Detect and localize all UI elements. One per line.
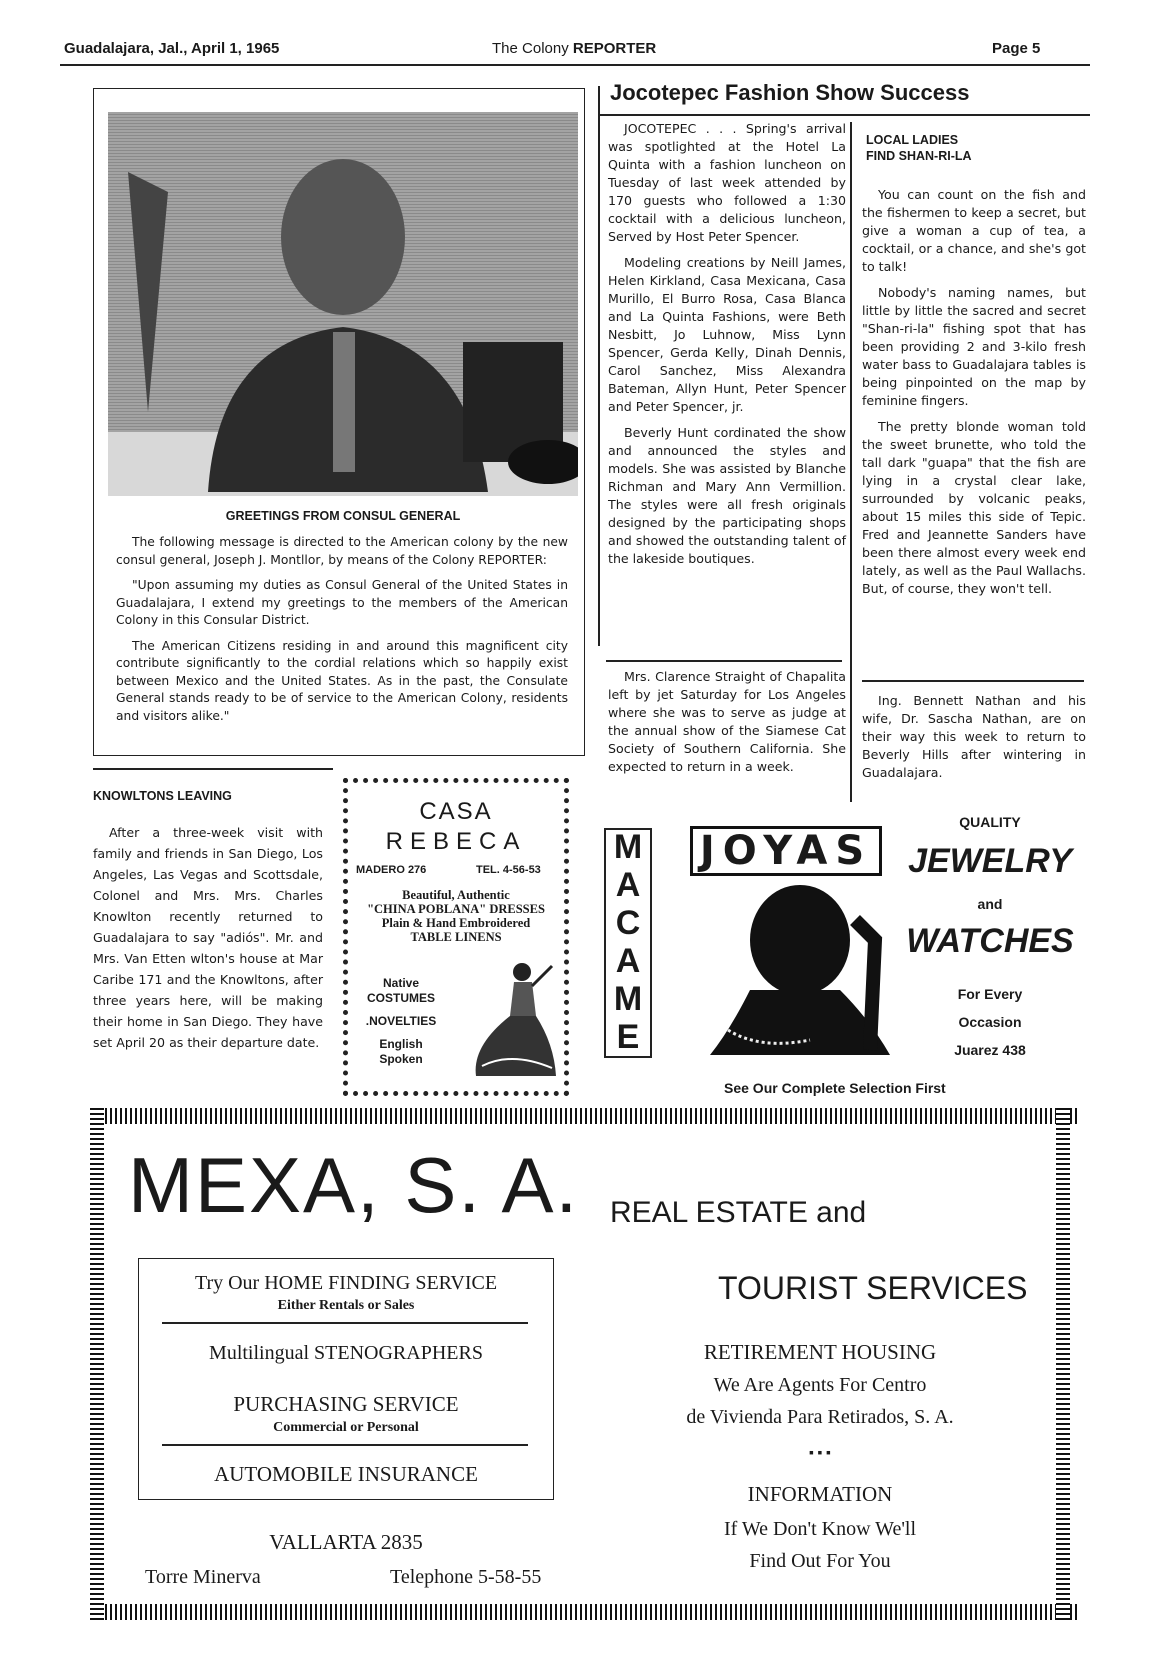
header-rule (60, 64, 1090, 66)
knowltons-title: KNOWLTONS LEAVING (93, 789, 232, 803)
mexa-vivienda: de Vivienda Para Retirados, S. A. (686, 1406, 954, 1428)
mexa-border-left (90, 1108, 104, 1620)
shanrila-title (866, 132, 1086, 164)
straight-item (608, 668, 846, 784)
mexa-home-finding: Try Our HOME FINDING SERVICE (194, 1272, 498, 1294)
mexa-information: INFORMATION (747, 1482, 893, 1506)
macame-letters (604, 828, 652, 1056)
mexa-tourist: TOURIST SERVICES (718, 1270, 1028, 1306)
joyas-for-every: For Every (957, 986, 1023, 1002)
mexa-telephone: Telephone 5-58-55 (390, 1566, 542, 1588)
joyas-occasion (930, 980, 1050, 1064)
knowltons-body (93, 822, 323, 1061)
rebeca-telephone: TEL. 4-56-53 (476, 864, 541, 876)
shanrila-title-line: LOCAL LADIES (866, 133, 959, 147)
rebeca-native: Native (382, 976, 420, 990)
shanrila-paragraph: You can count on the fish and the fishermen to keep a secret, but give a woman a cup of tea, a cocktail, or a chance, and she's got to talk! (862, 187, 1086, 274)
rebeca-tagline-line: TABLE LINENS (410, 930, 502, 944)
mexa-insurance: AUTOMOBILE INSURANCE (214, 1462, 478, 1486)
woman-silhouette-illustration (690, 880, 900, 1060)
rebeca-tagline-line: Plain & Hand Embroidered (381, 916, 531, 930)
macame-letter: M (613, 828, 643, 866)
mexa-stenographers: Multilingual STENOGRAPHERS (209, 1342, 483, 1364)
consul-paragraph: The American Citizens residing in and around this magnificent city contribute significantly to the cordial relations which so happily exist between Mexico and the United States. As in the past, the Consulate General stands ready to be of service to the American Colony, residents and visitors alike." (116, 638, 568, 723)
header-page-number: Page 5 (992, 40, 1041, 57)
mexa-dots: ▪ ▪ ▪ (809, 1446, 831, 1461)
dancer-illustration (462, 956, 558, 1086)
joyas-quality: QUALITY (959, 814, 1021, 830)
mexa-name: MEXA, S. A. (128, 1141, 580, 1229)
rebeca-name-line1: CASA (419, 798, 493, 825)
fashion-divider (606, 660, 842, 662)
mexa-border-top (90, 1108, 1080, 1124)
mexa-agents: We Are Agents For Centro (713, 1374, 927, 1396)
consul-portrait-illustration (108, 112, 578, 496)
macame-letter: A (615, 942, 641, 980)
nathan-item (862, 692, 1086, 790)
rebeca-costumes: COSTUMES (366, 991, 435, 1005)
rebeca-tagline-line: Beautiful, Authentic (402, 888, 510, 902)
straight-paragraph: Mrs. Clarence Straight of Chapalita left by jet Saturday for Los Angeles where she was to serve as judge at the annual show of the Siamese Cat Society of Southern California. She expected to return in a week. (608, 669, 846, 774)
mexa-box-rule (162, 1322, 528, 1324)
knowltons-rule (93, 768, 333, 770)
joyas-brand: JOYAS (690, 826, 882, 876)
rebeca-address: MADERO 276 (356, 864, 427, 876)
joyas-occasion-text: Occasion (958, 1014, 1022, 1030)
mexa-retirement: RETIREMENT HOUSING (703, 1340, 937, 1364)
mexa-rentals: Either Rentals or Sales (277, 1298, 415, 1313)
fashion-paragraph: Modeling creations by Neill James, Helen Kirkland, Casa Mexicana, Casa Murillo, El Burro Rosa, Casa Blanca and La Quinta Fashions, were Beth Nesbitt, Jo Luhnow, Miss Lynn Spencer, Gerda Kelly, Dinah Dennis, Carol Sanchez, Miss Alexandra Bateman, Allyn Hunt, Peter Spencer and Peter Spencer, jr. (608, 255, 846, 414)
rebeca-spoken: Spoken (379, 1052, 423, 1066)
header-paper-prefix: The Colony (492, 40, 569, 57)
rebeca-tagline-line: "CHINA POBLANA" DRESSES (367, 902, 545, 916)
mexa-commercial: Commercial or Personal (273, 1420, 419, 1435)
rebeca-english: English (379, 1037, 423, 1051)
joyas-tagline: See Our Complete Selection First (724, 1080, 946, 1096)
mexa-purchasing: PURCHASING SERVICE (233, 1392, 459, 1416)
joyas-address: Juarez 438 (954, 1042, 1026, 1058)
fashion-paragraph: Beverly Hunt cordinated the show and announced the styles and models. She was assisted by Blanche Richman and Mary Ann Vermillion. The styles were all fresh originals designed by the participating shops and showed the outstanding talent of the lakeside boutiques. (608, 425, 846, 566)
macame-letter: M (613, 980, 643, 1018)
rebeca-name-line2: REBECA (385, 828, 527, 855)
consul-paragraph: "Upon assuming my duties as Consul General of the United States in Guadalajara, I extend my greetings to the members of the American Colony in this Consular District. (116, 578, 568, 627)
joyas-watches: WATCHES (906, 922, 1074, 960)
mexa-torre: Torre Minerva (145, 1566, 261, 1588)
macame-letter: A (615, 866, 641, 904)
shanrila-divider (862, 680, 1084, 682)
header-dateline: Guadalajara, Jal., April 1, 1965 (64, 40, 280, 57)
mexa-dontknow: If We Don't Know We'll (723, 1518, 917, 1540)
shanrila-title-line: FIND SHAN-RI-LA (866, 149, 972, 163)
macame-letter: C (615, 904, 641, 942)
rebeca-novelties: .NOVELTIES (365, 1014, 437, 1028)
mexa-border-bottom (90, 1604, 1080, 1620)
fashion-headline: Jocotepec Fashion Show Success (610, 80, 970, 105)
consul-caption: GREETINGS FROM CONSUL GENERAL (225, 509, 461, 523)
rebeca-tagline (350, 888, 562, 944)
fashion-body (608, 120, 846, 576)
header-paper-bold: REPORTER (572, 40, 657, 57)
consul-body (116, 534, 568, 733)
mexa-findout: Find Out For You (749, 1550, 891, 1572)
mexa-real-estate: REAL ESTATE and (610, 1196, 867, 1229)
fashion-headline-rule (598, 114, 1090, 116)
knowltons-paragraph: After a three-week visit with family and friends in San Diego, Los Angeles, Las Vegas and Scottsdale, Colonel and Mrs. Mrs. Charles Knowlton recently returned to Guadalajara to say "adiós". Mr. and Mrs. Van Etten wlton's house at Mar Caribe 171 and the Knowltons, after three years here, will be making their home in San Diego. They have set April 20 as their departure date. (93, 825, 323, 1050)
mexa-border-right (1056, 1108, 1070, 1620)
fashion-paragraph: JOCOTEPEC . . . Spring's arrival was spotlighted at the Hotel La Quinta with a fashion luncheon on Tuesday of last week attended by 170 guests who followed a 1:30 cocktail with a delicious luncheon, Served by Host Peter Spencer. (608, 121, 846, 244)
nathan-paragraph: Ing. Bennett Nathan and his wife, Dr. Sascha Nathan, are on their way this week to return to Beverly Hills after wintering in Guadalajara. (862, 693, 1086, 780)
consul-paragraph: The following message is directed to the American colony by the new consul general, Joseph J. Montllor, by means of the Colony REPORTER: (116, 535, 568, 567)
macame-letter: E (616, 1018, 640, 1056)
header-paper-name (492, 40, 656, 57)
mexa-vallarta: VALLARTA 2835 (269, 1530, 423, 1554)
shanrila-body (862, 186, 1086, 606)
joyas-jewelry: JEWELRY (908, 842, 1072, 880)
shanrila-paragraph: The pretty blonde woman told the sweet brunette, who told the tall dark "guapa" that the fish are lying in a crystal clear lake, surrounded by volcanic peaks, about 15 miles this side of Tepic. Fred and Jeannette Sanders have been there almost every week end lately, as well as the Paul Wallachs. But, of course, they won't tell. (862, 419, 1086, 596)
mexa-box-rule (162, 1444, 528, 1446)
column-rule (850, 122, 852, 802)
consul-photo (108, 112, 578, 496)
rebeca-offerings (356, 976, 446, 1067)
joyas-and: and (977, 896, 1003, 912)
shanrila-paragraph: Nobody's naming names, but little by little the sacred and secret "Shan-ri-la" fishing spot that has been providing 2 and 3-kilo fresh water bass to Guadalajara tables is being pinpointed on the map by feminine fingers. (862, 285, 1086, 408)
fashion-left-rule (598, 86, 600, 646)
